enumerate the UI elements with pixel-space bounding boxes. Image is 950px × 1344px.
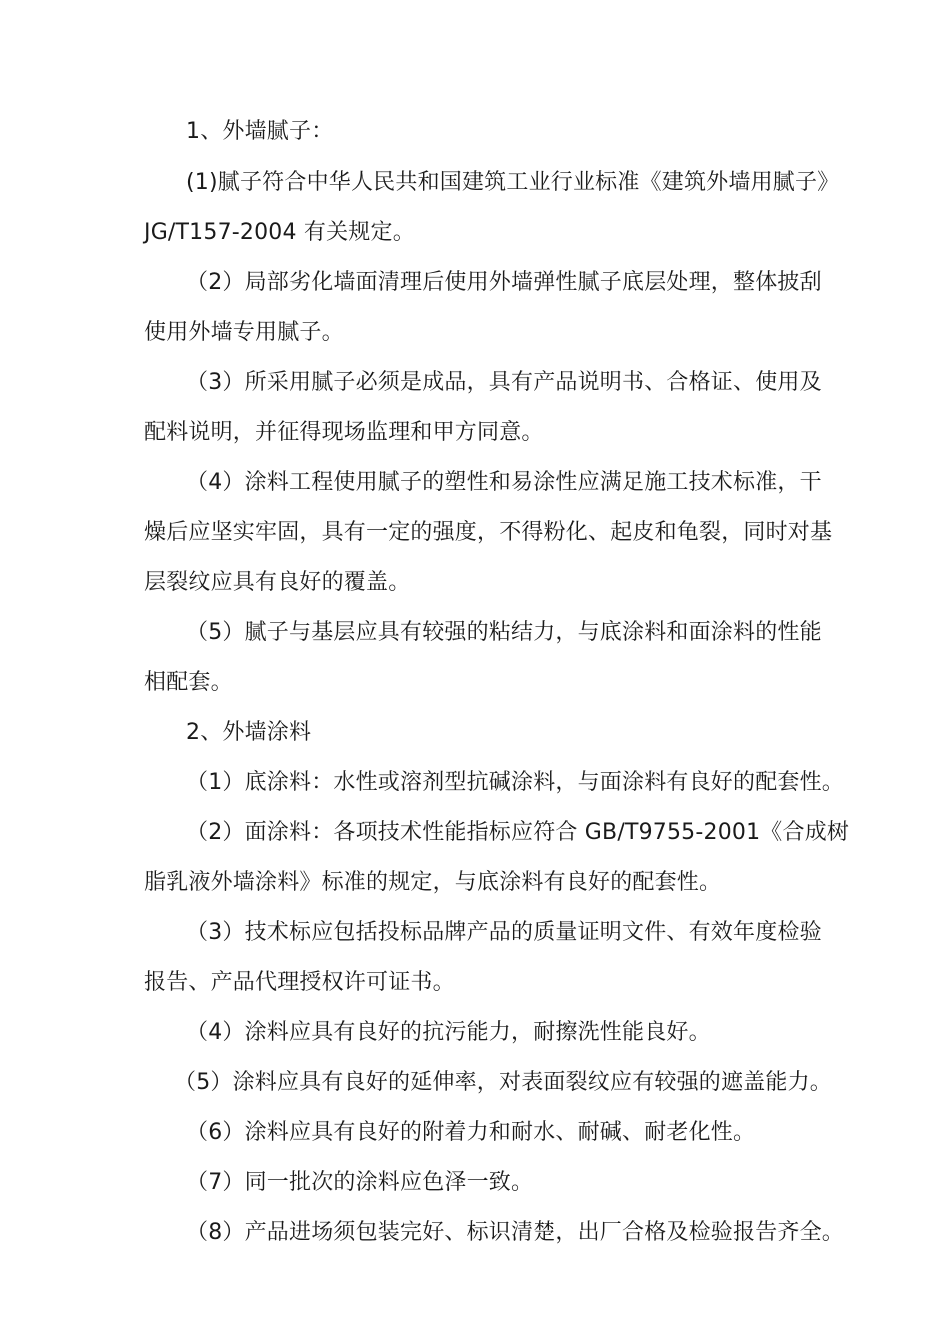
putty-item-1-line-1: (1)腻子符合中华人民共和国建筑工业行业标准《建筑外墙用腻子》 bbox=[186, 170, 840, 195]
coating-item-1: （1）底涂料：水性或溶剂型抗碱涂料，与面涂料有良好的配套性。 bbox=[186, 770, 844, 795]
putty-item-4-line-3: 层裂纹应具有良好的覆盖。 bbox=[144, 570, 411, 595]
coating-item-2-line-1: （2）面涂料：各项技术性能指标应符合 GB/T9755-2001《合成树 bbox=[186, 820, 850, 845]
putty-item-5-line-2: 相配套。 bbox=[144, 670, 233, 695]
coating-item-8: （8）产品进场须包装完好、标识清楚，出厂合格及检验报告齐全。 bbox=[186, 1220, 844, 1245]
heading-exterior-putty: 1、外墙腻子： bbox=[186, 119, 334, 144]
coating-item-6: （6）涂料应具有良好的附着力和耐水、耐碱、耐老化性。 bbox=[186, 1120, 756, 1145]
coating-item-4: （4）涂料应具有良好的抗污能力，耐擦洗性能良好。 bbox=[186, 1020, 711, 1045]
putty-item-1-line-2: JG/T157-2004 有关规定。 bbox=[144, 220, 415, 245]
heading-exterior-coating: 2、外墙涂料 bbox=[186, 720, 312, 745]
coating-item-2-line-2: 脂乳液外墙涂料》标准的规定，与底涂料有良好的配套性。 bbox=[144, 870, 722, 895]
coating-item-3-line-1: （3）技术标应包括投标品牌产品的质量证明文件、有效年度检验 bbox=[186, 920, 822, 945]
putty-item-2-line-2: 使用外墙专用腻子。 bbox=[144, 320, 344, 345]
putty-item-3-line-2: 配料说明，并征得现场监理和甲方同意。 bbox=[144, 420, 544, 445]
coating-item-7: （7）同一批次的涂料应色泽一致。 bbox=[186, 1170, 534, 1195]
putty-item-4-line-2: 燥后应坚实牢固，具有一定的强度，不得粉化、起皮和龟裂，同时对基 bbox=[144, 520, 833, 545]
coating-item-3-line-2: 报告、产品代理授权许可证书。 bbox=[144, 970, 455, 995]
putty-item-4-line-1: （4）涂料工程使用腻子的塑性和易涂性应满足施工技术标准，干 bbox=[186, 470, 822, 495]
putty-item-3-line-1: （3）所采用腻子必须是成品，具有产品说明书、合格证、使用及 bbox=[186, 370, 822, 395]
coating-item-5: （5）涂料应具有良好的延伸率，对表面裂纹应有较强的遮盖能力。 bbox=[174, 1070, 832, 1095]
putty-item-5-line-1: （5）腻子与基层应具有较强的粘结力，与底涂料和面涂料的性能 bbox=[186, 620, 822, 645]
putty-item-2-line-1: （2）局部劣化墙面清理后使用外墙弹性腻子底层处理，整体披刮 bbox=[186, 270, 822, 295]
